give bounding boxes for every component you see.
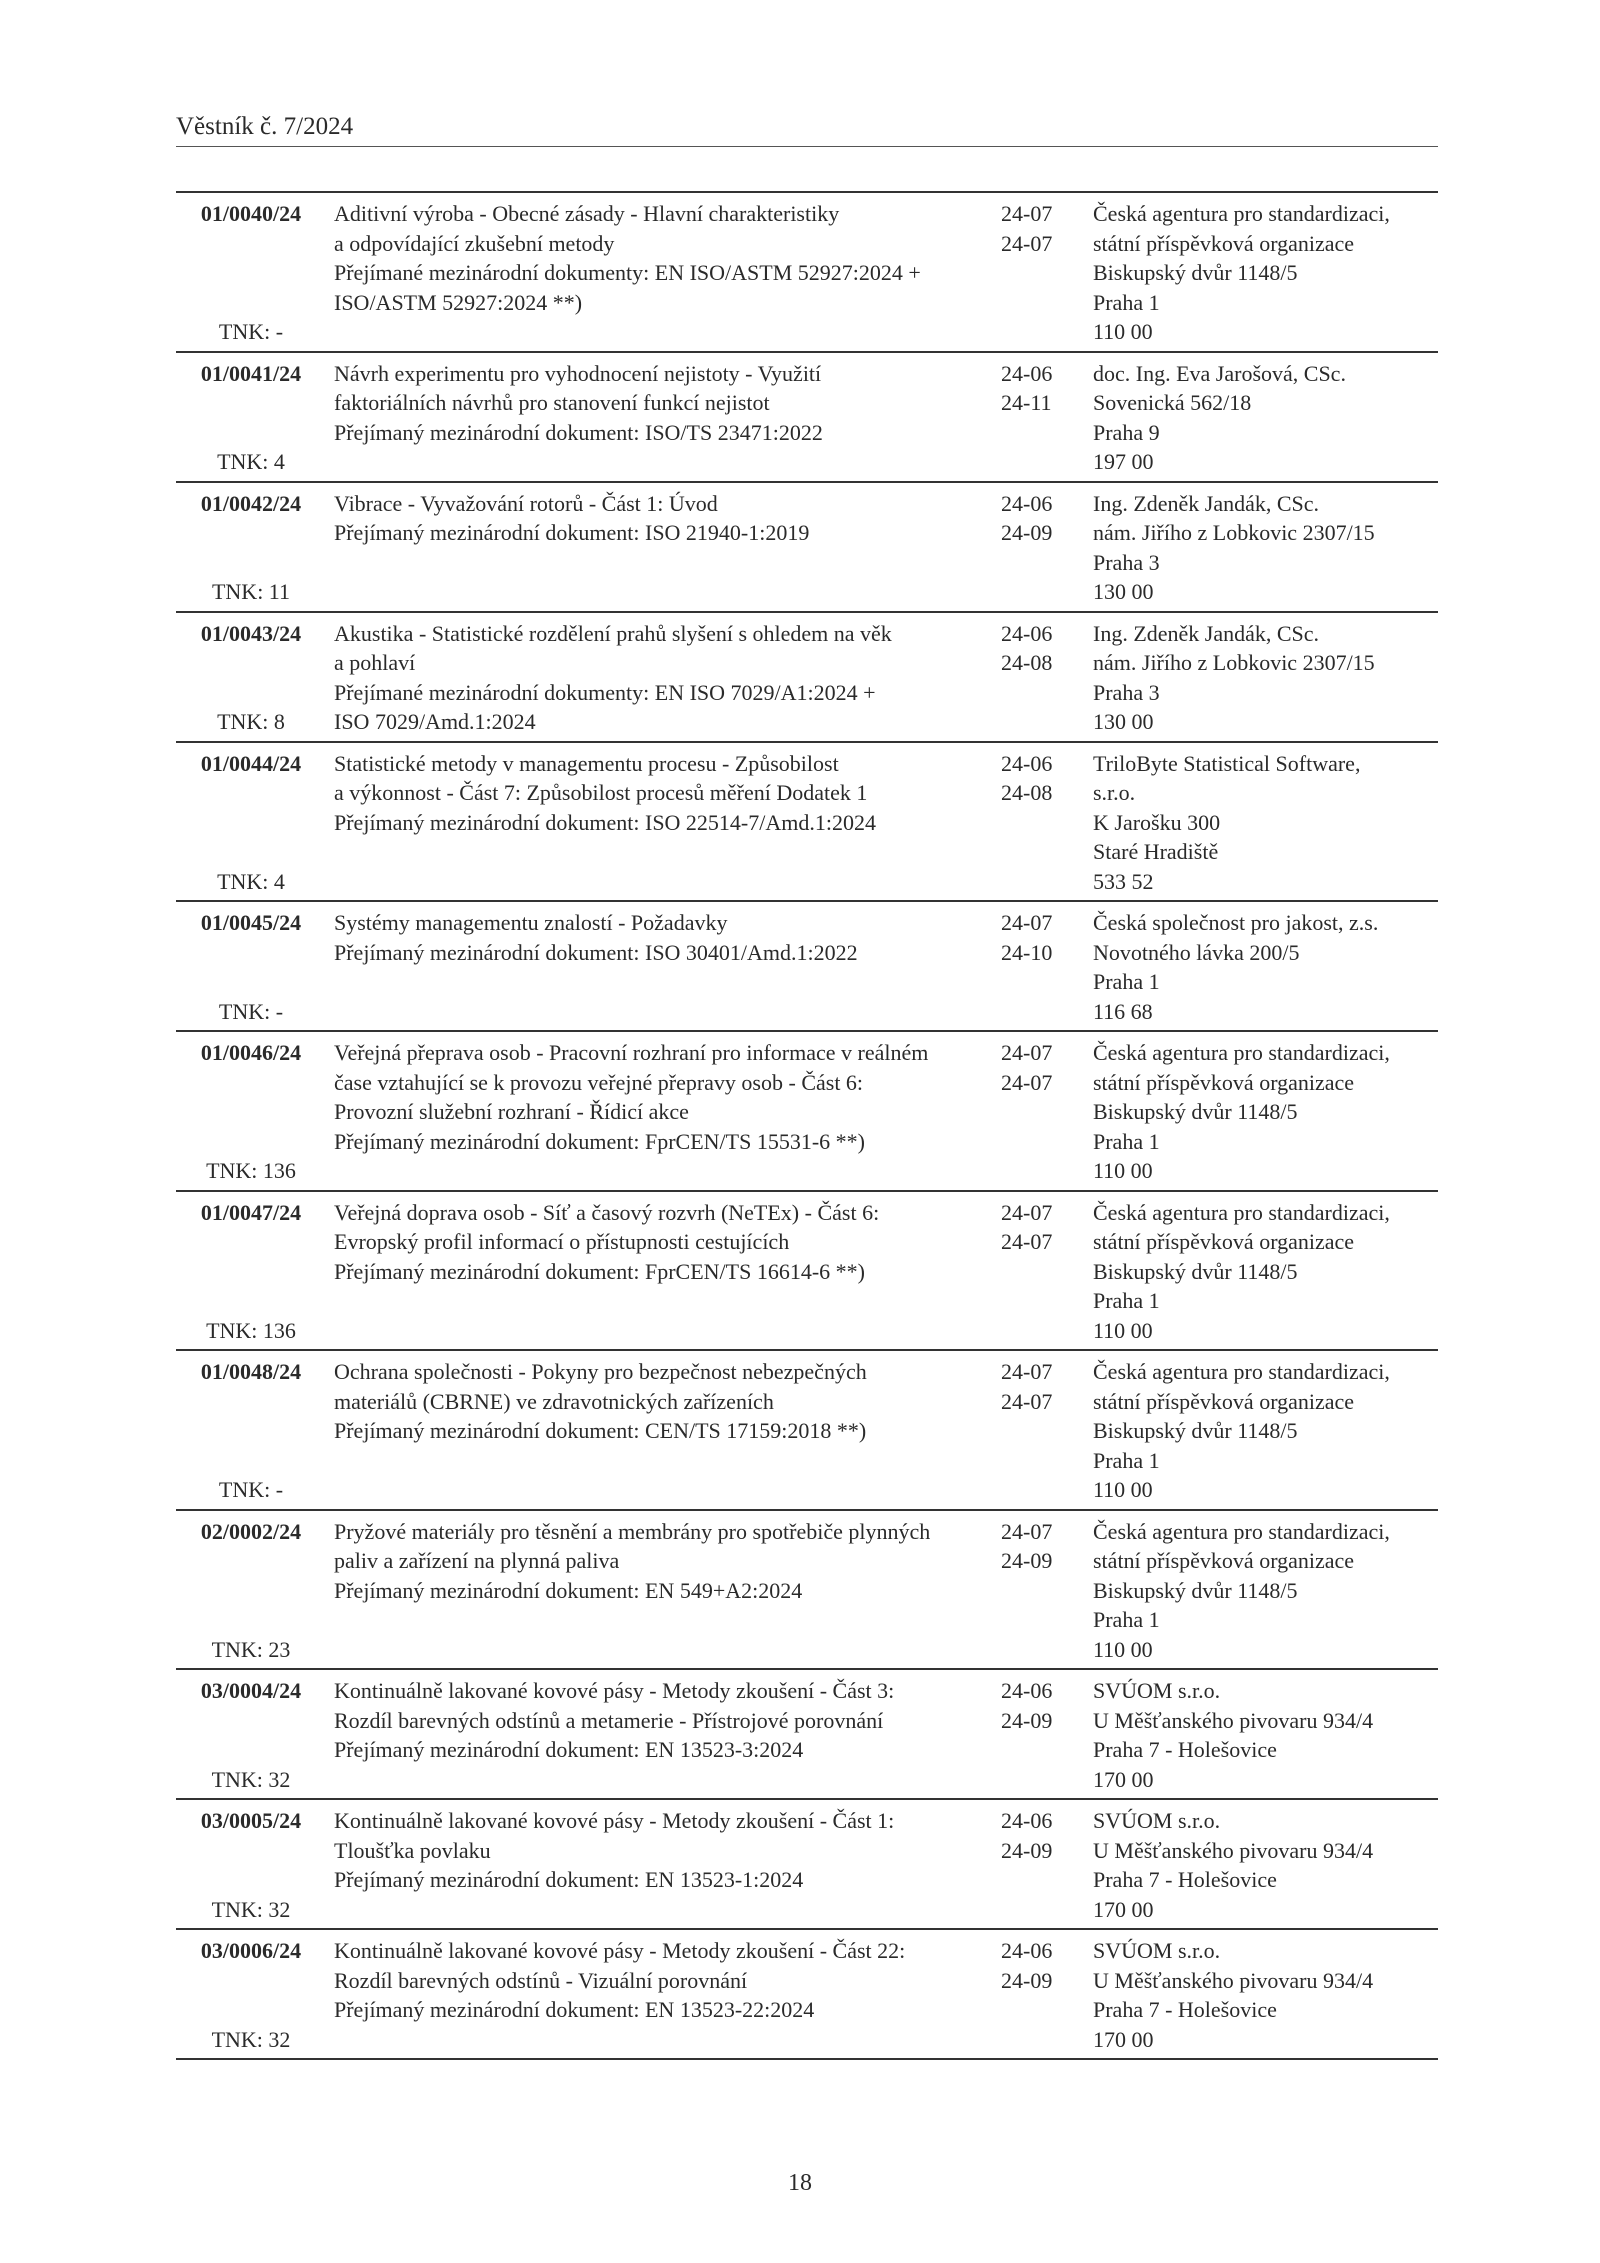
tnk-label: TNK: 32 (211, 2026, 291, 2052)
title-line: Rozdíl barevných odstínů - Vizuální porovnání (334, 1967, 748, 1993)
organization-line: nám. Jiřího z Lobkovic 2307/15 (1093, 650, 1375, 675)
organization-line: 110 00 (1093, 319, 1153, 344)
organization-line: Novotného lávka 200/5 (1093, 939, 1300, 965)
organization-cell (1091, 1198, 1438, 1346)
date-value: 24-09 (1001, 1967, 1053, 1993)
organization-line: 170 00 (1093, 1766, 1154, 1792)
date-value: 24-06 (1001, 1678, 1053, 1703)
organization-line: Česká společnost pro jakost, z.s. (1093, 910, 1379, 935)
standard-title-cell (330, 1676, 999, 1794)
date-value: 24-07 (1001, 1040, 1053, 1065)
date-value: 24-08 (1001, 650, 1053, 675)
organization-line: Biskupský dvůr 1148/5 (1093, 260, 1298, 285)
dates-cell (999, 1517, 1091, 1665)
organization-line: státní příspěvková organizace (1093, 1548, 1355, 1573)
dates-cell (999, 1676, 1091, 1794)
dates-cell (999, 619, 1091, 737)
standard-title-cell (330, 1198, 999, 1346)
title-line: Akustika - Statistické rozdělení prahů slyšení s ohledem na věk (334, 620, 892, 646)
organization-cell (1091, 199, 1438, 347)
organization-line: SVÚOM s.r.o. (1093, 1678, 1221, 1703)
title-line: ISO/ASTM 52927:2024 **) (334, 289, 583, 315)
organization-line: U Měšťanského pivovaru 934/4 (1093, 1837, 1374, 1863)
standard-title-cell (330, 1038, 999, 1186)
standard-number: 01/0041/24 (200, 360, 302, 386)
dates-cell (999, 489, 1091, 607)
organization-line: doc. Ing. Eva Jarošová, CSc. (1093, 360, 1346, 386)
organization-line: U Měšťanského pivovaru 934/4 (1093, 1967, 1374, 1993)
table-row (176, 353, 1438, 483)
dates-cell (999, 1806, 1091, 1924)
date-value: 24-09 (1001, 1707, 1053, 1733)
dates-cell (999, 1198, 1091, 1346)
standard-title-cell (330, 1806, 999, 1924)
date-value: 24-11 (1001, 390, 1052, 415)
title-line: Přejímaný mezinárodní dokument: FprCEN/TS 16614-6 **) (334, 1258, 865, 1284)
journal-title: Věstník č. 7/2024 (176, 113, 354, 140)
title-line: Veřejná doprava osob - Síť a časový rozvrh (NeTEx) - Část 6: (334, 1199, 880, 1225)
organization-line: Praha 1 (1093, 1128, 1160, 1154)
title-line: Návrh experimentu pro vyhodnocení nejistoty - Využití (334, 360, 822, 386)
title-line: Veřejná přeprava osob - Pracovní rozhraní pro informace v reálném (334, 1040, 929, 1065)
standard-title-cell (330, 619, 999, 737)
organization-line: 110 00 (1093, 1477, 1153, 1502)
organization-cell (1091, 1936, 1438, 2054)
standard-id-cell (176, 1198, 330, 1346)
organization-line: státní příspěvková organizace (1093, 230, 1355, 256)
organization-line: 116 68 (1093, 998, 1153, 1024)
organization-line: Česká agentura pro standardizaci, (1093, 1040, 1390, 1065)
standard-number: 01/0046/24 (200, 1040, 302, 1065)
standard-id-cell (176, 619, 330, 737)
date-value: 24-07 (1001, 1359, 1053, 1384)
title-line: materiálů (CBRNE) ve zdravotnických zařízeních (334, 1388, 774, 1414)
standard-title-cell (330, 1357, 999, 1505)
organization-line: Ing. Zdeněk Jandák, CSc. (1093, 620, 1320, 646)
organization-line: s.r.o. (1093, 780, 1136, 805)
organization-line: SVÚOM s.r.o. (1093, 1938, 1221, 1963)
organization-cell (1091, 359, 1438, 477)
organization-cell (1091, 619, 1438, 737)
standard-id-cell (176, 199, 330, 347)
title-line: a odpovídající zkušební metody (334, 230, 615, 256)
organization-line: státní příspěvková organizace (1093, 1229, 1355, 1254)
date-value: 24-06 (1001, 750, 1053, 776)
organization-cell (1091, 749, 1438, 897)
dates-cell (999, 1936, 1091, 2054)
organization-cell (1091, 1357, 1438, 1505)
organization-cell (1091, 1806, 1438, 1924)
organization-cell (1091, 1676, 1438, 1794)
title-line: a pohlaví (334, 650, 416, 675)
date-value: 24-07 (1001, 1229, 1053, 1254)
standard-id-cell (176, 489, 330, 607)
title-line: Ochrana společnosti - Pokyny pro bezpečnost nebezpečných (334, 1359, 867, 1384)
standard-id-cell (176, 1936, 330, 2054)
date-value: 24-09 (1001, 1548, 1053, 1573)
title-line: Provozní služební rozhraní - Řídicí akce (334, 1099, 689, 1124)
title-line: Systémy managementu znalostí - Požadavky (334, 910, 728, 935)
standard-id-cell (176, 749, 330, 897)
standard-number: 02/0002/24 (200, 1518, 302, 1544)
date-value: 24-07 (1001, 1199, 1053, 1225)
organization-line: Praha 1 (1093, 1288, 1160, 1313)
title-line: ISO 7029/Amd.1:2024 (334, 709, 536, 734)
standard-title-cell (330, 489, 999, 607)
dates-cell (999, 908, 1091, 1026)
standard-number: 03/0004/24 (200, 1678, 302, 1703)
standard-id-cell (176, 908, 330, 1026)
title-line: Přejímaný mezinárodní dokument: ISO 30401/Amd.1:2022 (334, 939, 858, 965)
date-value: 24-08 (1001, 780, 1053, 805)
organization-cell (1091, 908, 1438, 1026)
tnk-label: TNK: - (218, 319, 284, 344)
organization-line: státní příspěvková organizace (1093, 1069, 1355, 1095)
organization-line: 110 00 (1093, 1158, 1153, 1183)
organization-line: Praha 3 (1093, 549, 1160, 575)
title-line: Kontinuálně lakované kovové pásy - Metody zkoušení - Část 22: (334, 1938, 906, 1963)
standard-number: 01/0045/24 (200, 910, 302, 935)
standard-title-cell (330, 359, 999, 477)
organization-line: Praha 7 - Holešovice (1093, 1867, 1277, 1892)
organization-line: 110 00 (1093, 1636, 1153, 1662)
title-line: Kontinuálně lakované kovové pásy - Metody zkoušení - Část 1: (334, 1808, 895, 1833)
organization-line: Praha 9 (1093, 419, 1160, 445)
date-value: 24-07 (1001, 201, 1053, 226)
standards-table (176, 191, 1438, 2060)
standard-title-cell (330, 1517, 999, 1665)
standard-number: 01/0042/24 (200, 490, 302, 516)
organization-line: Praha 1 (1093, 969, 1160, 994)
title-line: Rozdíl barevných odstínů a metamerie - Přístrojové porovnání (334, 1707, 884, 1733)
standard-number: 01/0047/24 (200, 1199, 302, 1225)
standard-id-cell (176, 359, 330, 477)
organization-line: 197 00 (1093, 449, 1154, 474)
tnk-label: TNK: 8 (217, 709, 285, 734)
organization-cell (1091, 489, 1438, 607)
tnk-label: TNK: 32 (211, 1766, 291, 1792)
organization-line: 533 52 (1093, 868, 1154, 894)
title-line: Statistické metody v managementu procesu - Způsobilost (334, 750, 839, 776)
date-value: 24-07 (1001, 910, 1053, 935)
title-line: Kontinuálně lakované kovové pásy - Metody zkoušení - Část 3: (334, 1678, 895, 1703)
table-row (176, 1800, 1438, 1930)
organization-line: Česká agentura pro standardizaci, (1093, 201, 1390, 226)
date-value: 24-09 (1001, 1837, 1053, 1863)
page-header (176, 108, 1438, 147)
title-line: Přejímaný mezinárodní dokument: EN 13523-3:2024 (334, 1737, 804, 1762)
title-line: paliv a zařízení na plynná paliva (334, 1548, 620, 1573)
standard-title-cell (330, 749, 999, 897)
title-line: čase vztahující se k provozu veřejné přepravy osob - Část 6: (334, 1069, 864, 1095)
organization-line: U Měšťanského pivovaru 934/4 (1093, 1707, 1374, 1733)
tnk-label: TNK: 32 (211, 1896, 291, 1922)
table-row (176, 1930, 1438, 2060)
dates-cell (999, 1038, 1091, 1186)
organization-line: Biskupský dvůr 1148/5 (1093, 1577, 1298, 1603)
tnk-label: TNK: 4 (217, 449, 285, 474)
organization-line: TriloByte Statistical Software, (1093, 750, 1361, 776)
standard-id-cell (176, 1517, 330, 1665)
table-row (176, 193, 1438, 353)
title-line: Aditivní výroba - Obecné zásady - Hlavní charakteristiky (334, 201, 840, 226)
title-line: Tloušťka povlaku (334, 1837, 491, 1863)
organization-line: státní příspěvková organizace (1093, 1388, 1355, 1414)
table-row (176, 613, 1438, 743)
title-line: Přejímaný mezinárodní dokument: ISO 21940-1:2019 (334, 520, 810, 545)
organization-cell (1091, 1038, 1438, 1186)
tnk-label: TNK: 136 (206, 1158, 296, 1183)
page-number: 18 (788, 2170, 812, 2196)
title-line: Vibrace - Vyvažování rotorů - Část 1: Úvod (334, 490, 718, 516)
tnk-label: TNK: 23 (211, 1636, 291, 1662)
standard-id-cell (176, 1357, 330, 1505)
title-line: Přejímané mezinárodní dokumenty: EN ISO 7029/A1:2024 + (334, 679, 876, 705)
title-line: Přejímaný mezinárodní dokument: ISO 22514-7/Amd.1:2024 (334, 809, 876, 835)
organization-line: Biskupský dvůr 1148/5 (1093, 1099, 1298, 1124)
organization-line: 110 00 (1093, 1317, 1153, 1343)
title-line: Přejímaný mezinárodní dokument: EN 549+A2:2024 (334, 1577, 803, 1603)
tnk-label: TNK: - (218, 998, 284, 1024)
organization-line: Ing. Zdeněk Jandák, CSc. (1093, 490, 1320, 516)
title-line: Evropský profil informací o přístupnosti cestujících (334, 1229, 790, 1254)
dates-cell (999, 359, 1091, 477)
date-value: 24-06 (1001, 490, 1053, 516)
organization-line: Biskupský dvůr 1148/5 (1093, 1418, 1298, 1443)
standard-number: 01/0044/24 (200, 750, 302, 776)
organization-line: Česká agentura pro standardizaci, (1093, 1199, 1390, 1225)
standard-number: 01/0043/24 (200, 620, 302, 646)
organization-line: Sovenická 562/18 (1093, 390, 1252, 415)
tnk-label: TNK: 4 (217, 868, 285, 894)
organization-line: K Jarošku 300 (1093, 809, 1221, 835)
organization-line: Praha 1 (1093, 1447, 1160, 1473)
table-row (176, 743, 1438, 903)
title-line: Přejímaný mezinárodní dokument: FprCEN/TS 15531-6 **) (334, 1128, 865, 1154)
table-row (176, 1670, 1438, 1800)
standard-number: 03/0006/24 (200, 1938, 302, 1963)
standard-number: 03/0005/24 (200, 1808, 302, 1833)
title-line: Přejímaný mezinárodní dokument: CEN/TS 17159:2018 **) (334, 1418, 867, 1443)
title-line: a výkonnost - Část 7: Způsobilost procesů měření Dodatek 1 (334, 780, 868, 805)
tnk-label: TNK: 136 (206, 1317, 296, 1343)
table-row (176, 1192, 1438, 1352)
organization-line: 170 00 (1093, 1896, 1154, 1922)
table-row (176, 1032, 1438, 1192)
title-line: Přejímané mezinárodní dokumenty: EN ISO/ASTM 52927:2024 + (334, 260, 921, 285)
date-value: 24-07 (1001, 230, 1053, 256)
table-row (176, 902, 1438, 1032)
standard-id-cell (176, 1676, 330, 1794)
date-value: 24-07 (1001, 1069, 1053, 1095)
organization-cell (1091, 1517, 1438, 1665)
standard-title-cell (330, 199, 999, 347)
title-line: Pryžové materiály pro těsnění a membrány pro spotřebiče plynných (334, 1518, 931, 1544)
title-line: Přejímaný mezinárodní dokument: ISO/TS 23471:2022 (334, 419, 823, 445)
organization-line: Praha 7 - Holešovice (1093, 1737, 1277, 1762)
title-line: faktoriálních návrhů pro stanovení funkcí nejistot (334, 390, 770, 415)
table-row (176, 1511, 1438, 1671)
date-value: 24-06 (1001, 1808, 1053, 1833)
date-value: 24-06 (1001, 620, 1053, 646)
table-row (176, 1351, 1438, 1511)
tnk-label: TNK: 11 (211, 579, 290, 604)
standard-title-cell (330, 1936, 999, 2054)
organization-line: Česká agentura pro standardizaci, (1093, 1359, 1390, 1384)
standard-number: 01/0040/24 (200, 201, 302, 226)
organization-line: Praha 3 (1093, 679, 1160, 705)
organization-line: Česká agentura pro standardizaci, (1093, 1518, 1390, 1544)
date-value: 24-06 (1001, 1938, 1053, 1963)
date-value: 24-06 (1001, 360, 1053, 386)
date-value: 24-07 (1001, 1518, 1053, 1544)
organization-line: nám. Jiřího z Lobkovic 2307/15 (1093, 520, 1375, 545)
organization-line: Praha 1 (1093, 1607, 1160, 1632)
organization-line: Staré Hradiště (1093, 839, 1219, 864)
dates-cell (999, 749, 1091, 897)
title-line: Přejímaný mezinárodní dokument: EN 13523-22:2024 (334, 1997, 815, 2022)
dates-cell (999, 199, 1091, 347)
organization-line: SVÚOM s.r.o. (1093, 1808, 1221, 1833)
standard-title-cell (330, 908, 999, 1026)
organization-line: 130 00 (1093, 579, 1154, 604)
standard-id-cell (176, 1806, 330, 1924)
date-value: 24-10 (1001, 939, 1053, 965)
dates-cell (999, 1357, 1091, 1505)
organization-line: Praha 1 (1093, 289, 1160, 315)
organization-line: 130 00 (1093, 709, 1154, 734)
title-line: Přejímaný mezinárodní dokument: EN 13523-1:2024 (334, 1867, 804, 1892)
organization-line: Biskupský dvůr 1148/5 (1093, 1258, 1298, 1284)
date-value: 24-09 (1001, 520, 1053, 545)
standard-id-cell (176, 1038, 330, 1186)
table-row (176, 483, 1438, 613)
date-value: 24-07 (1001, 1388, 1053, 1414)
organization-line: 170 00 (1093, 2026, 1154, 2052)
standard-number: 01/0048/24 (200, 1359, 302, 1384)
tnk-label: TNK: - (218, 1477, 284, 1502)
organization-line: Praha 7 - Holešovice (1093, 1997, 1277, 2022)
